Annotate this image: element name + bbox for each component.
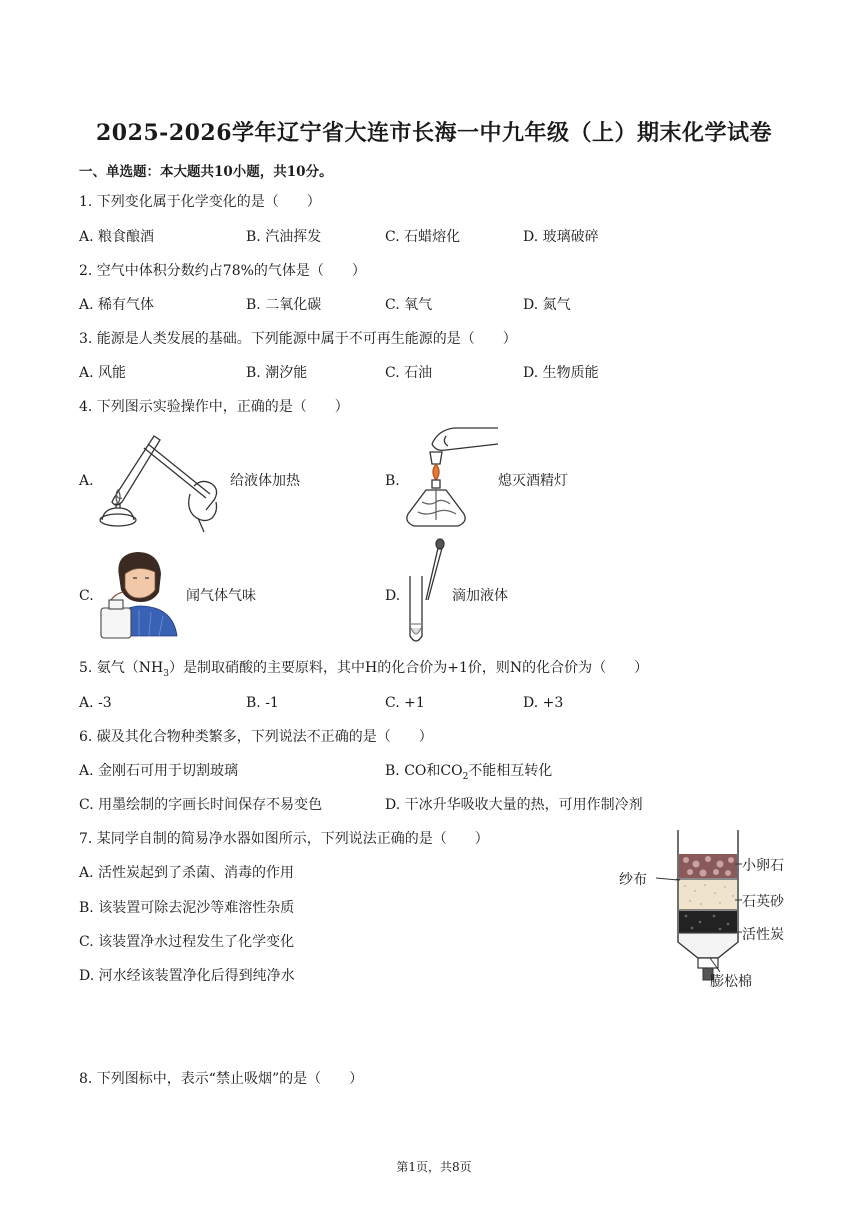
q5-option-d: D. +3 — [523, 695, 564, 711]
extinguish-lamp-illustration — [402, 422, 500, 534]
q2-option-d: D. 氮气 — [523, 297, 571, 313]
label-pebbles: 小卵石 — [742, 858, 784, 874]
q2-option-a: A. 稀有气体 — [79, 297, 155, 313]
q6-option-c: C. 用墨绘制的字画长时间保存不易变色 — [79, 797, 323, 813]
question-5-stem: 5. 氨气$(NH_3)$是制取硝酸的主要原料，其中H的化合价为+1价，则N的化合价为（ ） — [79, 660, 649, 679]
q7-option-a: A. 活性炭起到了杀菌、消毒的作用 — [79, 865, 295, 881]
question-2-stem: 2. 空气中体积分数约占78%的气体是（ ） — [79, 263, 366, 279]
q3-option-a: A. 风能 — [79, 365, 127, 381]
q4-option-a-caption: 给液体加热 — [230, 473, 300, 489]
heating-liquid-illustration — [94, 428, 224, 533]
q5-option-a: A. -3 — [79, 695, 112, 711]
question-4-stem: 4. 下列图示实验操作中，正确的是（ ） — [79, 399, 349, 415]
question-7-stem: 7. 某同学自制的简易净水器如图所示，下列说法正确的是（ ） — [79, 831, 489, 847]
question-6-stem: 6. 碳及其化合物种类繁多，下列说法不正确的是（ ） — [79, 729, 433, 745]
q3-option-d: D. 生物质能 — [523, 365, 599, 381]
page-footer: 第1页，共8页 — [396, 1160, 472, 1174]
q4-option-d-caption: 滴加液体 — [452, 588, 508, 604]
label-activated-carbon: 活性炭 — [742, 927, 784, 943]
q3-option-c: C. 石油 — [385, 365, 433, 381]
label-gauze: 纱布 — [619, 872, 647, 888]
q1-option-a: A. 粮食酿酒 — [79, 229, 155, 245]
smelling-gas-illustration — [97, 548, 181, 640]
dropping-liquid-illustration — [400, 536, 450, 648]
q4-option-a-letter: A. — [79, 473, 94, 489]
q5-option-c: C. +1 — [385, 695, 425, 711]
question-8-stem: 8. 下列图标中，表示“禁止吸烟”的是（ ） — [79, 1071, 364, 1087]
q7-option-d: D. 河水经该装置净化后得到纯净水 — [79, 968, 295, 984]
section-heading: 一、单选题：本大题共10小题，共10分。 — [79, 164, 333, 180]
question-3-stem: 3. 能源是人类发展的基础。下列能源中属于不可再生能源的是（ ） — [79, 331, 517, 347]
q4-option-d-letter: D. — [385, 588, 401, 604]
q3-option-b: B. 潮汐能 — [246, 365, 308, 381]
q6-option-b: B. CO和$CO_2$不能相互转化 — [385, 763, 553, 782]
q7-option-c: C. 该装置净水过程发生了化学变化 — [79, 934, 295, 950]
q2-option-b: B. 二氧化碳 — [246, 297, 322, 313]
q2-option-c: C. 氧气 — [385, 297, 433, 313]
q6-option-d: D. 干冰升华吸收大量的热，可用作制冷剂 — [385, 797, 643, 813]
q4-option-b-letter: B. — [385, 473, 400, 489]
q1-option-d: D. 玻璃破碎 — [523, 229, 599, 245]
question-1-stem: 1. 下列变化属于化学变化的是（ ） — [79, 194, 321, 210]
q5-option-b: B. -1 — [246, 695, 279, 711]
q1-option-b: B. 汽油挥发 — [246, 229, 322, 245]
label-cotton: 膨松棉 — [710, 974, 752, 990]
page-title: 2025-2026学年辽宁省大连市长海一中九年级（上）期末化学试卷 — [95, 120, 773, 146]
label-quartz-sand: 石英砂 — [742, 894, 784, 910]
q1-option-c: C. 石蜡熔化 — [385, 229, 461, 245]
q4-option-b-caption: 熄灭酒精灯 — [498, 473, 568, 489]
q7-option-b: B. 该装置可除去泥沙等难溶性杂质 — [79, 900, 295, 916]
q6-option-a: A. 金刚石可用于切割玻璃 — [79, 763, 239, 779]
q4-option-c-caption: 闻气体气味 — [186, 588, 256, 604]
q4-option-c-letter: C. — [79, 588, 94, 604]
